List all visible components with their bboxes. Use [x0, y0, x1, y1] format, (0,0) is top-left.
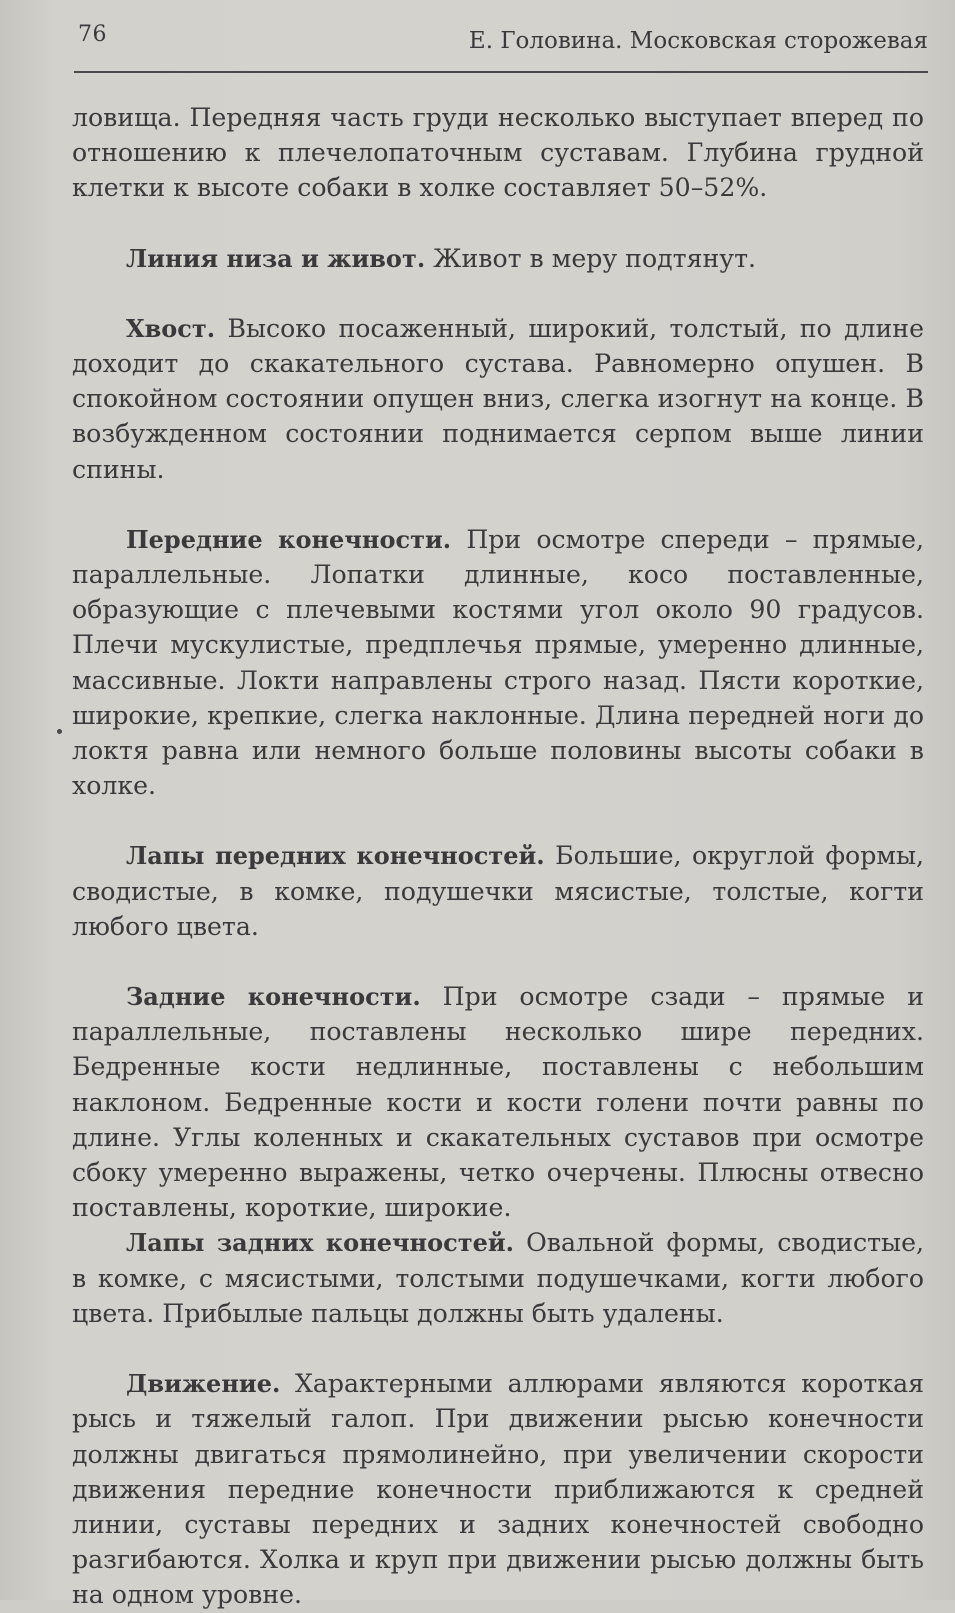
page-number: 76: [78, 22, 107, 47]
section-heading-movement: Движение.: [126, 1369, 281, 1399]
print-speck: [57, 729, 62, 734]
running-head: [78, 22, 928, 62]
paragraph-tail-text: Высоко посаженный, широкий, толстый, по длине доходит до скакательного сустава. Равномерно опушен. В спокойном состоянии опущен вниз, слегка изогнут на конце. В возбужденном состоянии поднимается серпом выше линии спины.: [72, 313, 924, 484]
section-heading-hindlimbs: Задние конечности.: [126, 982, 421, 1012]
paragraph-front-feet-text: Большие, округлой формы, сводистые, в комке, подушечки мясистые, толстые, когти любого цвета.: [72, 841, 924, 941]
paragraph-front-feet: [72, 838, 924, 944]
paragraph-underline-belly: [72, 241, 924, 276]
paragraph-chest: [72, 100, 924, 206]
section-heading-front-feet: Лапы передних конечностей.: [126, 841, 545, 871]
paragraph-hind-feet-text: Овальной формы, сводистые, в комке, с мясистыми, толстыми подушечками, когти любого цвета. Прибылые пальцы должны быть удалены.: [72, 1228, 925, 1328]
paragraph-hind-feet: [72, 1225, 924, 1331]
section-heading-underline: Линия низа и живот.: [126, 243, 426, 273]
paragraph-forelimbs-text: При осмотре спереди – прямые, параллельные. Лопатки длинные, косо поставленные, образующие с плечевыми костями угол около 90 градусов. Плечи мускулистые, предплечья прямые, умеренно длинные, массивные. Локти направлены строго назад. Пясти короткие, широкие, крепкие, слегка наклонные. Длина передней ноги до локтя равна или немного больше половины высоты собаки в холке.: [72, 524, 925, 801]
section-heading-forelimbs: Передние конечности.: [126, 524, 452, 554]
paragraph-movement-text: Характерными аллюрами являются короткая рысь и тяжелый галоп. При движении рысью конечности должны двигаться прямолинейно, при увеличении скорости движения передние конечности приближаются к средней линии, суставы передних и задних конечностей свободно разгибаются. Холка и круп при движении рысью должны быть на одном уровне.: [72, 1369, 924, 1610]
section-heading-hind-feet: Лапы задних конечностей.: [126, 1228, 515, 1258]
header-title: Е. Головина. Московская сторожевая: [468, 28, 928, 54]
paragraph-underline-text: Живот в меру подтянут.: [425, 243, 757, 273]
paragraph-tail: [72, 311, 924, 487]
section-heading-tail: Хвост.: [126, 313, 216, 343]
header-rule: [74, 71, 928, 73]
page-body: [72, 100, 924, 1613]
paragraph-chest-text: ловища. Передняя часть груди несколько выступает вперед по отношению к плечелопаточным суставам. Глубина грудной клетки к высоте собаки в холке составляет 50–52%.: [72, 103, 924, 203]
paragraph-hindlimbs: [72, 979, 924, 1225]
paragraph-movement: [72, 1366, 924, 1612]
paragraph-hindlimbs-text: При осмотре сзади – прямые и параллельные, поставлены несколько шире передних. Бедренные кости недлинные, поставлены с небольшим наклоном. Бедренные кости и кости голени почти равны по длине. Углы коленных и скакательных суставов при осмотре сбоку умеренно выражены, четко очерчены. Плюсны отвесно поставлены, короткие, широкие.: [72, 982, 924, 1223]
paragraph-forelimbs: [72, 522, 924, 804]
